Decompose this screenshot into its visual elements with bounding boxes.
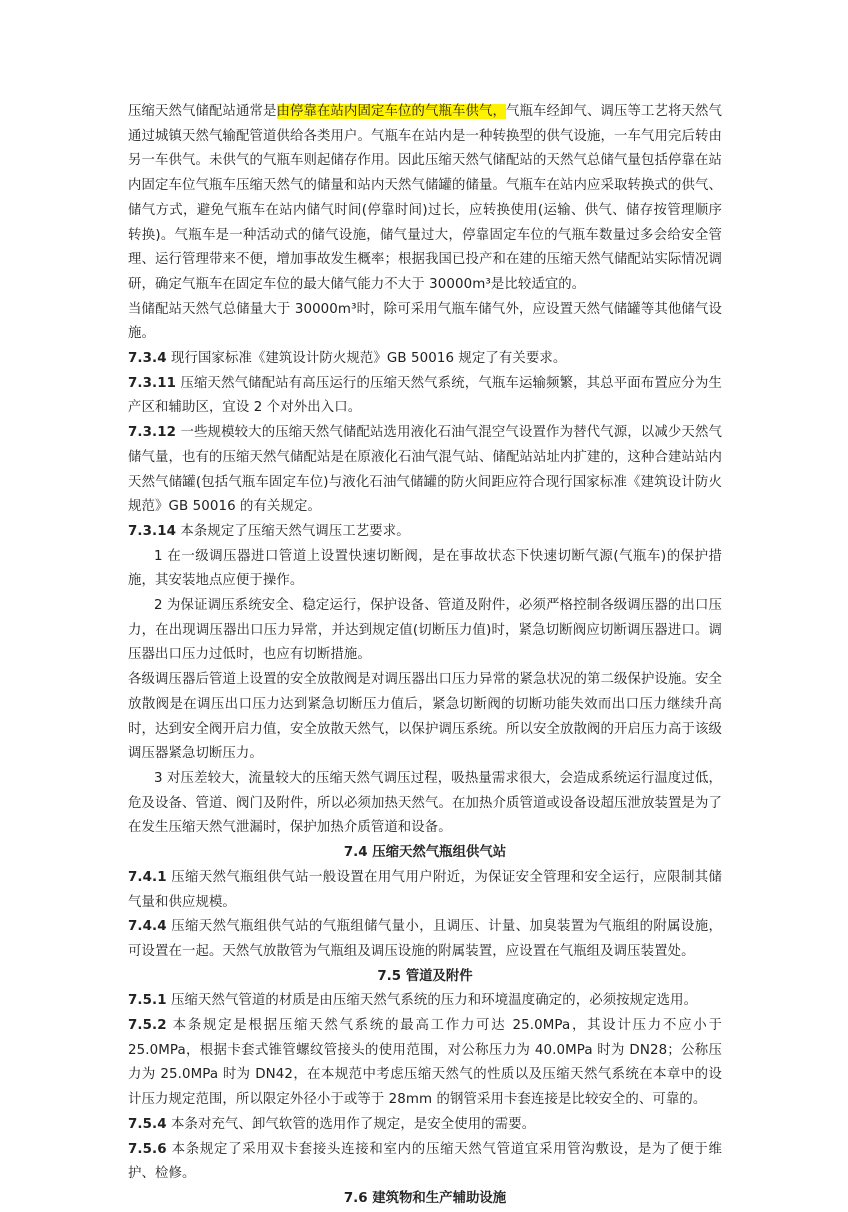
clause-text: 压缩天然气瓶组供气站一般设置在用气用户附近，为保证安全管理和安全运行，应限制其储气量和供应规模。 [128, 869, 722, 910]
section-heading: 7.4 压缩天然气瓶组供气站 [343, 845, 507, 861]
clause-number: 7.5.2 [128, 1018, 167, 1034]
clause-number: 7.4.1 [128, 869, 167, 885]
clause-text: 本条规定了采用双卡套接头连接和室内的压缩天然气管道宜采用管沟敷设，是为了便于维护、检修。 [128, 1141, 722, 1182]
clause-text: 一些规模较大的压缩天然气储配站选用液化石油气混空气设置作为替代气源，以减少天然气储气量，也有的压缩天然气储配站是在原液化石油气混气站、储配站站址内扩建的，这种合建站站内天然气储罐(包括气瓶车固定车位)与液化石油气储罐的防火间距应符合现行国家标准《建筑设计防火规范》GB 50016 的有关规定。 [128, 425, 722, 515]
paragraph-text: 气瓶车经卸气、调压等工艺将天然气通过城镇天然气输配管道供给各类用户。气瓶车在站内是一种转换型的供气设施，一车气用完后转由另一车供气。未供气的气瓶车则起储存作用。因此压缩天然气储配站的天然气总储气量包括停靠在站内固定车位气瓶车压缩天然气的储量和站内天然气储罐的储量。气瓶车在站内应采取转换式的供气、储气方式，避免气瓶车在站内储气时间(停靠时间)过长，应转换使用(运输、供气、储存按管理顺序转换)。气瓶车是一种活动式的储气设施，储气量过大，停靠固定车位的气瓶车数量过多会给安全管理、运行管理带来不便，增加事故发生概率；根据我国已投产和在建的压缩天然气储配站实际情况调研，确定气瓶车在固定车位的最大储气能力不大于 30000m³是比较适宜的。 [128, 104, 722, 292]
clause-number: 7.3.4 [128, 351, 167, 367]
list-item-text: 2 为保证调压系统安全、稳定运行，保护设备、管道及附件，必须严格控制各级调压器的出口压力，在出现调压器出口压力异常，并达到规定值(切断压力值)时，紧急切断阀应切断调压器进口。调压器出口压力过低时，也应有切断措施。 [128, 598, 722, 663]
list-item-text: 1 在一级调压器进口管道上设置快速切断阀，是在事故状态下快速切断气源(气瓶车)的保护措施，其安装地点应便于操作。 [128, 548, 722, 589]
clause-paragraph [128, 1113, 722, 1138]
clause-text: 本条对充气、卸气软管的选用作了规定，是安全使用的需要。 [166, 1116, 536, 1132]
clause-paragraph [128, 866, 722, 915]
paragraph-text: 压缩天然气储配站通常是 [128, 104, 277, 119]
clause-paragraph [128, 421, 722, 520]
clause-paragraph [128, 520, 722, 545]
paragraph [128, 668, 722, 767]
paragraph-text: 当储配站天然气总储量大于 30000m³时，除可采用气瓶车储气外，应设置天然气储罐等其他储气设施。 [128, 301, 722, 342]
section-heading: 7.6 建筑物和生产辅助设施 [343, 1190, 507, 1206]
clause-number: 7.5.1 [128, 993, 167, 1009]
clause-text: 本条规定了压缩天然气调压工艺要求。 [176, 523, 410, 539]
clause-text: 压缩天然气瓶组供气站的气瓶组储气量小，且调压、计量、加臭装置为气瓶组的附属设施，可设置在一起。天然气放散管为气瓶组及调压设施的附属装置，应设置在气瓶组及调压装置处。 [128, 919, 722, 959]
list-item-text: 3 对压差较大，流量较大的压缩天然气调压过程，吸热量需求很大，会造成系统运行温度过低，危及设备、管道、阀门及附件，所以必须加热天然气。在加热介质管道或设备设超压泄放装置是为了在发生压缩天然气泄漏时，保护加热介质管道和设备。 [128, 770, 722, 836]
clause-paragraph [128, 1014, 722, 1113]
list-item [128, 545, 722, 594]
clause-paragraph [128, 989, 722, 1014]
clause-number: 7.3.14 [128, 523, 177, 539]
paragraph-text: 各级调压器后管道上设置的安全放散阀是对调压器出口压力异常的紧急状况的第二级保护设施。安全放散阀是在调压出口压力达到紧急切断压力值后，紧急切断阀的切断功能失效而出口压力继续升高时，达到安全阀开启力值，安全放散天然气，以保护调压系统。所以安全放散阀的开启压力高于该级调压器紧急切断压力。 [128, 672, 722, 762]
paragraph [128, 100, 722, 298]
clause-text: 现行国家标准《建筑设计防火规范》GB 50016 规定了有关要求。 [166, 351, 567, 367]
document-page [128, 100, 722, 1212]
clause-number: 7.5.6 [128, 1141, 167, 1157]
clause-text: 本条规定是根据压缩天然气系统的最高工作力可达 25.0MPa，其设计压力不应小于 25.0MPa，根据卡套式锥管螺纹管接头的使用范围，对公称压力为 40.0MPa 时为 DN28；公称压力为 25.0MPa 时为 DN42，在本规范中考虑压缩天然气的性质以及压缩天然气系统在本章中的设计压力规定范围，所以限定外径小于或等于 28mm 的钢管采用卡套连接是比较安全的、可靠的。 [128, 1018, 722, 1108]
clause-paragraph [128, 347, 722, 372]
clause-number: 7.3.12 [128, 425, 177, 441]
clause-number: 7.3.11 [128, 375, 177, 391]
clause-text: 压缩天然气储配站有高压运行的压缩天然气系统，气瓶车运输频繁，其总平面布置应分为生产区和辅助区，宜设 2 个对外出入口。 [128, 375, 722, 416]
clause-number: 7.4.4 [128, 919, 167, 935]
list-item [128, 767, 722, 841]
clause-paragraph [128, 372, 722, 421]
highlighted-text: 由停靠在站内固定车位的气瓶车供气， [276, 104, 506, 119]
paragraph [128, 298, 722, 347]
clause-paragraph [128, 1138, 722, 1187]
clause-number: 7.5.4 [128, 1116, 167, 1132]
clause-text: 压缩天然气管道的材质是由压缩天然气系统的压力和环境温度确定的，必须按规定选用。 [166, 993, 698, 1009]
clause-paragraph [128, 915, 722, 964]
section-heading: 7.5 管道及附件 [377, 968, 473, 984]
list-item [128, 594, 722, 668]
